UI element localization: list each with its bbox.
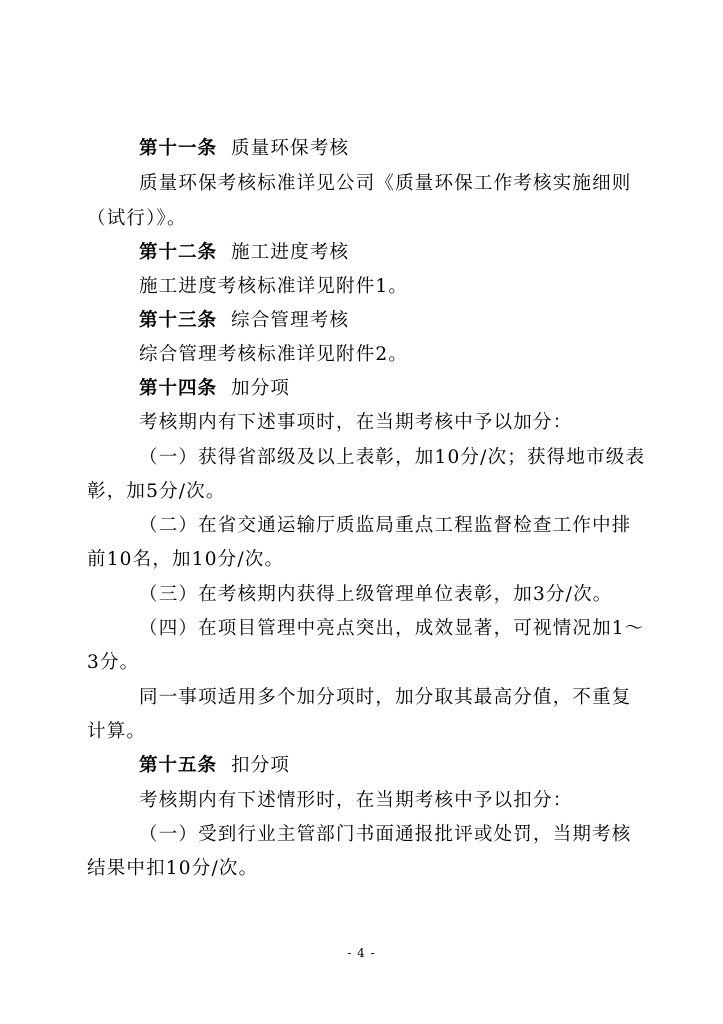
article-11-heading <box>139 137 349 161</box>
paragraph-line: （三）在考核期内获得上级管理单位表彰，加3分/次。 <box>139 584 613 605</box>
paragraph-line: 结果中扣10分/次。 <box>87 858 259 879</box>
article-subtitle: 扣分项 <box>231 755 291 776</box>
page-number: - 4 - <box>347 946 376 960</box>
paragraph-line: 前10名，加10分/次。 <box>87 549 285 570</box>
article-12-heading <box>139 241 349 265</box>
paragraph-line: 考核期内有下述事项时，在当期考核中予以加分： <box>139 412 573 433</box>
paragraph-line: 同一事项适用多个加分项时，加分取其最高分值，不重复 <box>139 687 632 708</box>
paragraph-line: 彰，加5分/次。 <box>87 481 226 502</box>
article-subtitle: 质量环保考核 <box>231 138 350 159</box>
paragraph-line: （二）在省交通运输厅质监局重点工程监督检查工作中排 <box>139 515 632 536</box>
paragraph-line: 3分。 <box>87 652 140 673</box>
article-15-heading <box>139 754 290 778</box>
article-subtitle: 综合管理考核 <box>231 310 350 331</box>
paragraph-line: （四）在项目管理中亮点突出，成效显著，可视情况加1～ <box>139 618 645 639</box>
paragraph-line: （一）获得省部级及以上表彰，加10分/次；获得地市级表 <box>139 447 646 468</box>
paragraph-line: 考核期内有下述情形时，在当期考核中予以扣分： <box>139 790 573 811</box>
paragraph-line: 计算。 <box>87 721 147 742</box>
article-14-heading <box>139 377 290 401</box>
article-title: 第十五条 <box>139 755 218 776</box>
article-title: 第十二条 <box>139 242 218 263</box>
paragraph-line: 施工进度考核标准详见附件1。 <box>139 276 409 297</box>
paragraph-line: （一）受到行业主管部门书面通报批评或处罚，当期考核 <box>139 824 632 845</box>
paragraph-line: 综合管理考核标准详见附件2。 <box>139 344 409 365</box>
article-subtitle: 施工进度考核 <box>231 242 350 263</box>
article-13-heading <box>139 309 349 333</box>
article-title: 第十三条 <box>139 310 218 331</box>
article-title: 第十四条 <box>139 378 218 399</box>
paragraph-line: （试行）》。 <box>87 208 187 229</box>
article-title: 第十一条 <box>139 138 218 159</box>
paragraph-line: 质量环保考核标准详见公司《质量环保工作考核实施细则 <box>139 173 632 194</box>
article-subtitle: 加分项 <box>231 378 291 399</box>
